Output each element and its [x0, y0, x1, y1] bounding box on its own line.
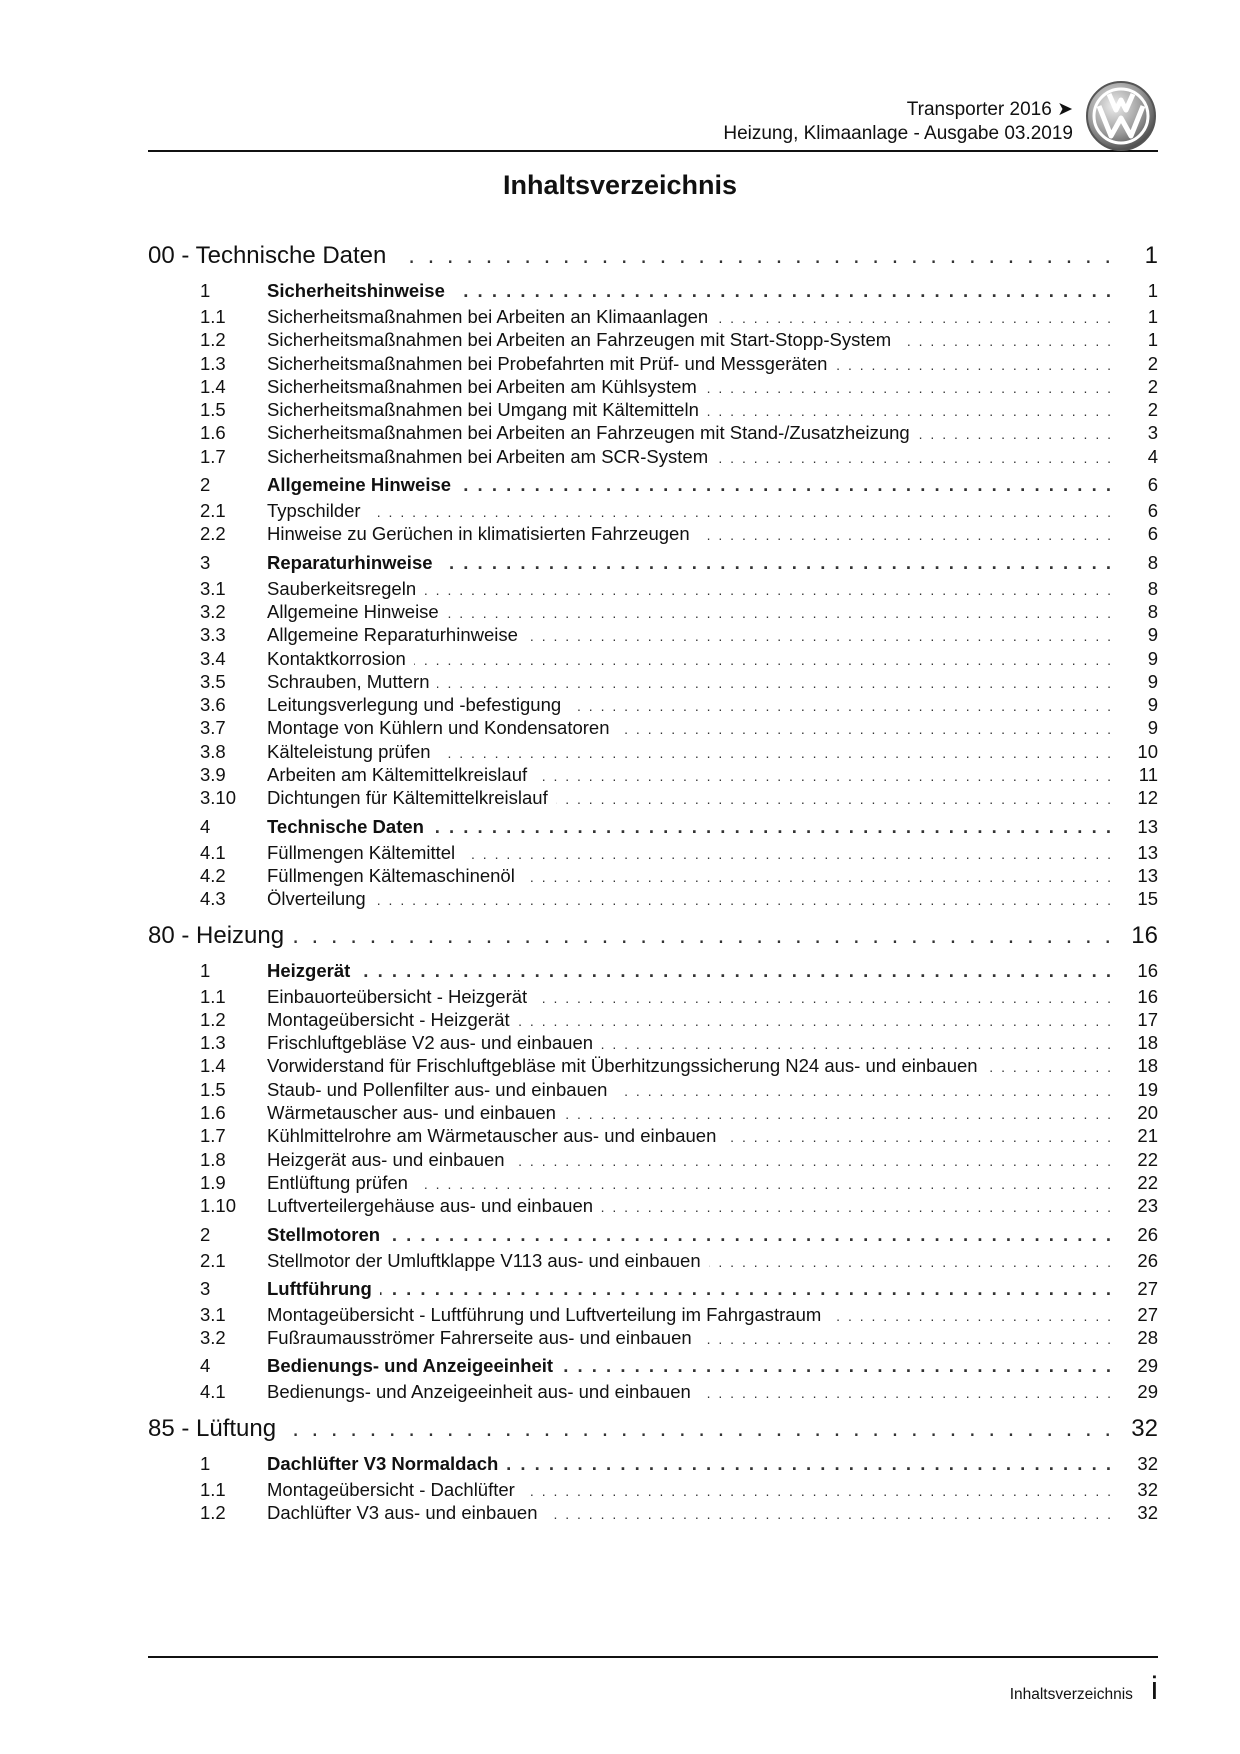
dot-leader — [556, 791, 1111, 807]
toc-number: 3.5 — [200, 670, 226, 692]
dot-leader — [374, 892, 1111, 908]
toc-page-number: 6 — [1147, 523, 1158, 545]
toc-number: 2.1 — [200, 1249, 226, 1271]
toc-section[interactable] — [148, 1224, 1158, 1250]
toc-page-number: 13 — [1137, 841, 1158, 863]
toc-label: Vorwiderstand für Frischluftgebläse mit Überhitzungssicherung N24 aus- und einbauen — [267, 1055, 978, 1077]
toc-number: 3.1 — [200, 1303, 226, 1325]
toc-number: 1.6 — [200, 1102, 226, 1124]
dot-leader — [705, 380, 1111, 396]
toc-number: 3.8 — [200, 740, 226, 762]
header-subtitle: Heizung, Klimaanlage - Ausgabe 03.2019 — [723, 123, 1073, 144]
toc-entry[interactable] — [148, 422, 1158, 445]
toc-entry[interactable] — [148, 1009, 1158, 1032]
dot-leader — [358, 960, 1111, 982]
toc-number: 4.1 — [200, 841, 226, 863]
dot-leader — [463, 846, 1111, 862]
toc-entry[interactable] — [148, 741, 1158, 764]
toc-label: Luftverteilergehäuse aus- und einbauen — [267, 1195, 594, 1217]
toc-page-number: 1 — [1144, 242, 1158, 269]
dot-leader — [369, 504, 1111, 520]
dot-leader — [986, 1059, 1111, 1075]
toc-page-number: 22 — [1137, 1148, 1158, 1170]
toc-chapter[interactable] — [148, 1415, 1158, 1448]
toc-entry[interactable] — [148, 1304, 1158, 1327]
toc-entry[interactable] — [148, 578, 1158, 601]
dot-leader — [615, 1083, 1111, 1099]
toc-label: Kälteleistung prüfen — [267, 740, 431, 762]
toc-page-number: 32 — [1131, 1414, 1158, 1442]
toc-page-number: 17 — [1137, 1008, 1158, 1030]
toc-number: 1 — [200, 959, 211, 981]
toc-page-number: 28 — [1137, 1327, 1158, 1349]
toc-page-number: 6 — [1147, 474, 1158, 496]
dot-leader — [829, 1308, 1111, 1324]
toc-page-number: 2 — [1147, 399, 1158, 421]
toc-label: Arbeiten am Kältemittelkreislauf — [267, 764, 528, 786]
toc-page-number: 8 — [1147, 600, 1158, 622]
toc-entry[interactable] — [148, 717, 1158, 740]
dot-leader — [835, 357, 1111, 373]
toc-number: 2 — [200, 1223, 211, 1245]
dot-leader — [564, 1106, 1111, 1122]
toc-section[interactable] — [148, 960, 1158, 986]
toc-page-number: 13 — [1137, 815, 1158, 837]
toc-page-number: 8 — [1147, 551, 1158, 573]
toc-number: 3.9 — [200, 764, 226, 786]
toc-number: 1.10 — [200, 1195, 237, 1217]
toc-number: 1.9 — [200, 1171, 226, 1193]
toc-entry[interactable] — [148, 986, 1158, 1009]
toc-page-number: 20 — [1137, 1102, 1158, 1124]
toc-number: 3.1 — [200, 577, 226, 599]
toc-number: 1.3 — [200, 352, 226, 374]
dot-leader — [286, 1415, 1111, 1443]
toc-chapter[interactable] — [148, 922, 1158, 955]
vw-logo-icon — [1085, 80, 1157, 152]
toc-entry[interactable] — [148, 601, 1158, 624]
toc-number: 4.3 — [200, 888, 226, 910]
toc-number: 3.2 — [200, 600, 226, 622]
toc-label: Füllmengen Kältemaschinenöl — [267, 864, 515, 886]
toc-entry[interactable] — [148, 842, 1158, 865]
toc-label: Sicherheitsmaßnahmen bei Arbeiten an Fahrzeugen mit Start-Stopp-System — [267, 329, 892, 351]
toc-number: 4 — [200, 1355, 211, 1377]
toc-page-number: 16 — [1137, 959, 1158, 981]
toc-entry[interactable] — [148, 787, 1158, 810]
toc-page-number: 26 — [1137, 1249, 1158, 1271]
toc-section[interactable] — [148, 1278, 1158, 1304]
toc-page-number: 2 — [1147, 352, 1158, 374]
toc-number: 1.4 — [200, 375, 226, 397]
toc-label: Fußraumausströmer Fahrerseite aus- und einbauen — [267, 1327, 692, 1349]
dot-leader — [437, 675, 1111, 691]
toc-entry[interactable] — [148, 329, 1158, 352]
toc-label: Wärmetauscher aus- und einbauen — [267, 1102, 556, 1124]
dot-leader — [709, 1254, 1111, 1270]
toc-page-number: 9 — [1147, 670, 1158, 692]
toc-label: Sicherheitsmaßnahmen bei Umgang mit Kältemitteln — [267, 399, 699, 421]
toc-label: Dachlüfter V3 aus- und einbauen — [267, 1501, 538, 1523]
dot-leader — [518, 1013, 1111, 1029]
toc-entry[interactable] — [148, 1172, 1158, 1195]
toc-label: Einbauorteübersicht - Heizgerät — [267, 985, 528, 1007]
toc-label: Entlüftung prüfen — [267, 1171, 408, 1193]
toc-number: 2 — [200, 474, 211, 496]
toc-page-number: 16 — [1131, 921, 1158, 949]
dot-leader — [432, 816, 1111, 838]
toc-number: 3.6 — [200, 694, 226, 716]
toc-page-number: 29 — [1137, 1355, 1158, 1377]
toc-entry[interactable] — [148, 500, 1158, 523]
toc-entry[interactable] — [148, 1149, 1158, 1172]
toc-page-number: 26 — [1137, 1223, 1158, 1245]
toc-page-number: 32 — [1137, 1478, 1158, 1500]
footer-section: Inhaltsverzeichnis — [1009, 1686, 1133, 1703]
toc-number: 2.2 — [200, 523, 226, 545]
toc-number: 3.7 — [200, 717, 226, 739]
toc-page-number: 29 — [1137, 1381, 1158, 1403]
toc-label: Dichtungen für Kältemittelkreislauf — [267, 787, 548, 809]
toc-number: 2.1 — [200, 500, 226, 522]
toc-page-number: 1 — [1147, 306, 1158, 327]
toc-page-number: 9 — [1147, 624, 1158, 646]
toc-label: Sicherheitshinweise — [267, 280, 445, 301]
toc-section[interactable] — [148, 816, 1158, 842]
toc-number: 1 — [200, 1452, 211, 1474]
toc-entry[interactable] — [148, 1032, 1158, 1055]
toc-page-number: 9 — [1147, 647, 1158, 669]
toc-entry[interactable] — [148, 1055, 1158, 1078]
toc-label: Heizgerät aus- und einbauen — [267, 1148, 505, 1170]
toc-entry[interactable] — [148, 523, 1158, 546]
toc-entry[interactable] — [148, 694, 1158, 717]
toc-number: 3.10 — [200, 787, 237, 809]
toc-label: Füllmengen Kältemittel — [267, 841, 456, 863]
toc-number: 1.5 — [200, 399, 226, 421]
toc-label: Typschilder — [267, 500, 361, 522]
toc-label: Technische Daten — [267, 815, 424, 837]
toc-entry[interactable] — [148, 624, 1158, 647]
toc-label: Allgemeine Hinweise — [267, 600, 439, 622]
toc-number: 3 — [200, 1277, 211, 1299]
toc-page-number: 4 — [1147, 445, 1158, 467]
dot-leader — [453, 280, 1111, 302]
toc-page-number: 11 — [1138, 764, 1158, 786]
toc-label: 00 - Technische Daten — [148, 242, 387, 269]
toc-number: 1.4 — [200, 1055, 226, 1077]
toc-number: 1.1 — [200, 306, 226, 327]
dot-leader — [561, 1355, 1111, 1377]
dot-leader — [899, 333, 1111, 349]
toc-number: 3.3 — [200, 624, 226, 646]
dot-leader — [918, 426, 1111, 442]
dot-leader — [699, 1385, 1111, 1401]
page-header — [148, 98, 1073, 146]
toc-entry[interactable] — [148, 888, 1158, 911]
dot-leader — [513, 1153, 1111, 1169]
dot-leader — [546, 1506, 1112, 1522]
toc-number: 4.1 — [200, 1381, 226, 1403]
dot-leader — [716, 310, 1111, 326]
toc-label: Sicherheitsmaßnahmen bei Arbeiten am SCR-System — [267, 445, 709, 467]
toc-label: Sicherheitsmaßnahmen bei Probefahrten mit Prüf- und Messgeräten — [267, 352, 828, 374]
toc-entry[interactable] — [148, 865, 1158, 888]
toc-number: 1.1 — [200, 985, 226, 1007]
toc-number: 1.2 — [200, 1008, 226, 1030]
dot-leader — [388, 1224, 1111, 1246]
dot-leader — [618, 721, 1111, 737]
toc-entry[interactable] — [148, 1195, 1158, 1218]
page-footer — [1010, 1670, 1158, 1707]
toc-page-number: 22 — [1137, 1171, 1158, 1193]
dot-leader — [506, 1453, 1111, 1475]
toc-section[interactable] — [148, 474, 1158, 500]
header-divider — [148, 150, 1158, 152]
toc-page-number: 23 — [1137, 1195, 1158, 1217]
toc-number: 1.7 — [200, 1125, 226, 1147]
toc-label: Sauberkeitsregeln — [267, 577, 417, 599]
dot-leader — [424, 582, 1111, 598]
toc-label: Staub- und Pollenfilter aus- und einbauen — [267, 1078, 608, 1100]
dot-leader — [294, 922, 1111, 950]
toc-page-number: 27 — [1137, 1277, 1158, 1299]
dot-leader — [523, 869, 1111, 885]
toc-entry[interactable] — [148, 1327, 1158, 1350]
toc-number: 1.2 — [200, 329, 226, 351]
toc-entry[interactable] — [148, 306, 1158, 329]
toc-number: 3.2 — [200, 1327, 226, 1349]
toc-section[interactable] — [148, 552, 1158, 578]
toc-label: Kontaktkorrosion — [267, 647, 406, 669]
toc-number: 1.5 — [200, 1078, 226, 1100]
dot-leader — [396, 242, 1111, 270]
dot-leader — [459, 474, 1111, 496]
dot-leader — [447, 605, 1111, 621]
toc-entry[interactable] — [148, 671, 1158, 694]
toc-page-number: 12 — [1137, 787, 1158, 809]
toc-page-number: 10 — [1137, 740, 1158, 762]
toc-label: Sicherheitsmaßnahmen bei Arbeiten an Fahrzeugen mit Stand-/Zusatzheizung — [267, 422, 910, 444]
toc-page-number: 13 — [1137, 864, 1158, 886]
dot-leader — [601, 1199, 1111, 1215]
toc-label: Leitungsverlegung und -befestigung — [267, 694, 562, 716]
dot-leader — [526, 628, 1111, 644]
toc-label: Montageübersicht - Heizgerät — [267, 1008, 510, 1030]
toc-page-number: 8 — [1147, 577, 1158, 599]
toc-number: 1.8 — [200, 1148, 226, 1170]
dot-leader — [716, 450, 1111, 466]
toc-label: Dachlüfter V3 Normaldach — [267, 1452, 499, 1474]
toc-number: 4 — [200, 815, 211, 837]
dot-leader — [601, 1036, 1111, 1052]
toc-page-number: 19 — [1137, 1078, 1158, 1100]
toc-chapter[interactable] — [148, 242, 1158, 275]
toc-label: Frischluftgebläse V2 aus- und einbauen — [267, 1032, 594, 1054]
toc-number: 3.4 — [200, 647, 226, 669]
footer-divider — [148, 1656, 1158, 1658]
toc-entry[interactable] — [148, 353, 1158, 376]
toc-entry[interactable] — [148, 1102, 1158, 1125]
toc-number: 1.1 — [200, 1478, 226, 1500]
toc-label: 85 - Lüftung — [148, 1414, 277, 1442]
dot-leader — [535, 990, 1111, 1006]
toc-label: Reparaturhinweise — [267, 551, 433, 573]
toc-page-number: 21 — [1137, 1125, 1158, 1147]
toc-label: Kühlmittelrohre am Wärmetauscher aus- und einbauen — [267, 1125, 717, 1147]
toc-label: Stellmotoren — [267, 1223, 381, 1245]
toc-label: Sicherheitsmaßnahmen bei Arbeiten am Kühlsystem — [267, 375, 697, 397]
toc-label: 80 - Heizung — [148, 921, 285, 949]
toc-number: 1.2 — [200, 1501, 226, 1523]
toc-number: 1 — [200, 280, 211, 301]
toc-page-number: 32 — [1137, 1501, 1158, 1523]
toc-page-number: 3 — [1147, 422, 1158, 444]
toc-label: Montage von Kühlern und Kondensatoren — [267, 717, 610, 739]
toc-label: Bedienungs- und Anzeigeeinheit — [267, 1355, 554, 1377]
dot-leader — [416, 1176, 1111, 1192]
toc-page-number: 18 — [1137, 1055, 1158, 1077]
toc-number: 3 — [200, 551, 211, 573]
dot-leader — [380, 1278, 1111, 1300]
toc-entry[interactable] — [148, 1250, 1158, 1273]
toc-label: Stellmotor der Umluftklappe V113 aus- und einbauen — [267, 1249, 701, 1271]
toc-number: 4.2 — [200, 864, 226, 886]
toc-label: Allgemeine Reparaturhinweise — [267, 624, 518, 646]
toc-page-number: 2 — [1147, 375, 1158, 397]
toc-label: Allgemeine Hinweise — [267, 474, 452, 496]
dot-leader — [707, 403, 1111, 419]
toc-page-number: 9 — [1147, 717, 1158, 739]
toc-entry[interactable] — [148, 376, 1158, 399]
toc-page-number: 6 — [1147, 500, 1158, 522]
dot-leader — [441, 552, 1111, 574]
dot-leader — [698, 527, 1111, 543]
dot-leader — [523, 1483, 1111, 1499]
toc-number: 1.3 — [200, 1032, 226, 1054]
dot-leader — [535, 768, 1111, 784]
dot-leader — [724, 1129, 1111, 1145]
toc-section[interactable] — [148, 280, 1158, 306]
table-of-contents — [148, 242, 1158, 1525]
toc-section[interactable] — [148, 1355, 1158, 1381]
toc-page-number: 27 — [1137, 1303, 1158, 1325]
toc-label: Luftführung — [267, 1277, 372, 1299]
toc-entry[interactable] — [148, 1079, 1158, 1102]
toc-entry[interactable] — [148, 648, 1158, 671]
toc-entry[interactable] — [148, 1381, 1158, 1404]
toc-label: Ölverteilung — [267, 888, 366, 910]
toc-label: Montageübersicht - Luftführung und Luftverteilung im Fahrgastraum — [267, 1303, 822, 1325]
dot-leader — [569, 698, 1111, 714]
dot-leader — [700, 1331, 1111, 1347]
toc-label: Sicherheitsmaßnahmen bei Arbeiten an Klimaanlagen — [267, 306, 709, 327]
toc-number: 1.6 — [200, 422, 226, 444]
toc-entry[interactable] — [148, 764, 1158, 787]
toc-entry[interactable] — [148, 1125, 1158, 1148]
toc-page-number: 15 — [1137, 888, 1158, 910]
header-model: Transporter 2016 ➤ — [906, 99, 1073, 120]
toc-entry[interactable] — [148, 399, 1158, 422]
toc-entry[interactable] — [148, 446, 1158, 469]
dot-leader — [414, 652, 1111, 668]
toc-entry[interactable] — [148, 1479, 1158, 1502]
toc-label: Hinweise zu Gerüchen in klimatisierten Fahrzeugen — [267, 523, 690, 545]
footer-page-number: i — [1150, 1670, 1158, 1706]
toc-page-number: 32 — [1137, 1452, 1158, 1474]
page-title: Inhaltsverzeichnis — [502, 170, 738, 200]
toc-page-number: 1 — [1147, 280, 1158, 301]
toc-label: Bedienungs- und Anzeigeeinheit aus- und einbauen — [267, 1381, 691, 1403]
toc-label: Schrauben, Muttern — [267, 670, 430, 692]
dot-leader — [439, 745, 1111, 761]
toc-label: Heizgerät — [267, 959, 351, 981]
toc-section[interactable] — [148, 1453, 1158, 1479]
toc-page-number: 18 — [1137, 1032, 1158, 1054]
toc-page-number: 9 — [1147, 694, 1158, 716]
toc-page-number: 1 — [1147, 329, 1158, 351]
toc-number: 1.7 — [200, 445, 226, 467]
toc-label: Montageübersicht - Dachlüfter — [267, 1478, 515, 1500]
toc-entry[interactable] — [148, 1502, 1158, 1525]
toc-page-number: 16 — [1137, 985, 1158, 1007]
